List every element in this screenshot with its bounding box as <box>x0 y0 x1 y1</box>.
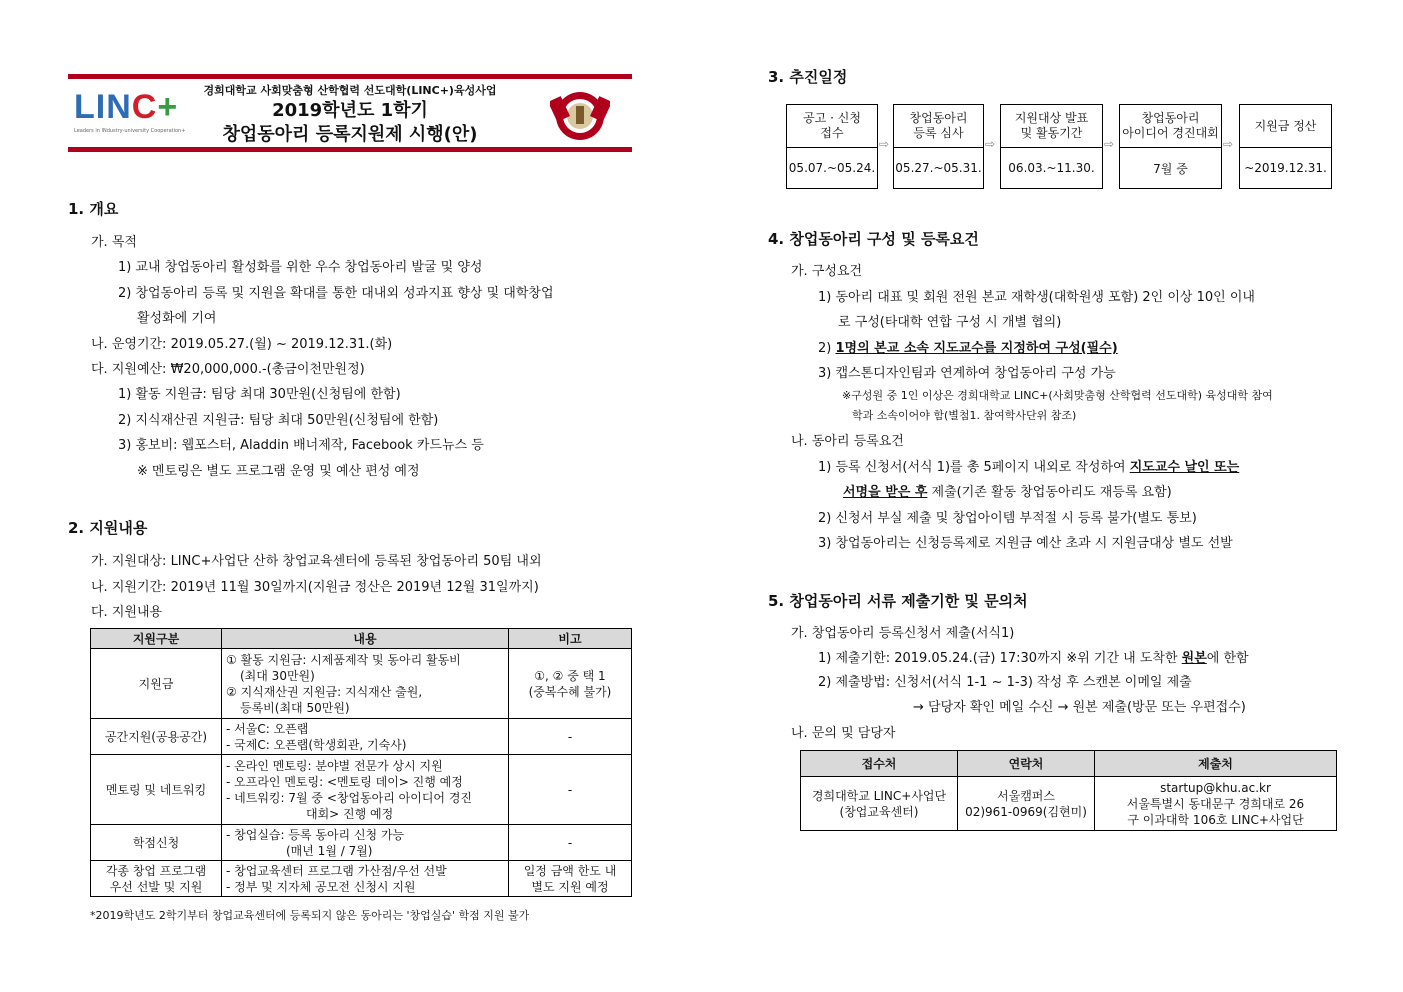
step-title: 지원금 정산 <box>1240 105 1331 148</box>
s5-contact: 나. 문의 및 담당자 <box>791 726 896 741</box>
table-cell: 학점신청 <box>91 825 222 861</box>
s5-submission: 가. 창업동아리 등록신청서 제출(서식1) <box>791 626 1015 641</box>
s4-registration: 나. 동아리 등록요건 <box>791 434 904 449</box>
cell-line: - 네트워킹: 7월 중 <창업동아리 아이디어 경진 <box>226 790 473 805</box>
step-date: 7월 중 <box>1153 161 1188 176</box>
section-2-heading: 2. 지원내용 <box>68 519 148 537</box>
step-title: 지원대상 발표 및 활동기간 <box>1001 105 1102 148</box>
table-cell: 지원금 <box>91 649 222 719</box>
s4-comp-2 <box>818 337 1118 356</box>
table-cell: - <box>509 755 632 825</box>
table-row <box>91 755 632 825</box>
header-banner <box>68 74 632 152</box>
step-title: 창업동아리 아이디어 경진대회 <box>1120 105 1221 148</box>
step-date: 06.03.~11.30. <box>1008 161 1095 175</box>
s5-deadline-emph: 원본 <box>1181 651 1207 666</box>
table-row <box>91 825 632 861</box>
s4-reg-1-text: 1) 등록 신청서(서식 1)를 총 5페이지 내외로 작성하여 <box>818 460 1130 475</box>
banner-project-name: 경희대학교 사회맞춤형 산학협력 선도대학(LINC+)육성사업 <box>203 84 497 97</box>
table-cell: - <box>509 825 632 861</box>
table-header: 비고 <box>509 629 632 649</box>
banner-bottom-bar <box>68 147 632 152</box>
section-1-heading: 1. 개요 <box>68 200 119 218</box>
table-cell: 공간지원(공용공간) <box>91 719 222 755</box>
step-title: 공고 · 신청 접수 <box>787 105 877 148</box>
table-cell: - <box>509 719 632 755</box>
section-4-heading: 4. 창업동아리 구성 및 등록요건 <box>768 230 979 248</box>
s5-method-cont: → 담당자 확인 메일 수신 → 원본 제출(방문 또는 우편접수) <box>913 700 1246 715</box>
table-cell: ①, ② 중 택 1 (중복수혜 불가) <box>509 649 632 719</box>
s1-purpose-2: 2) 창업동아리 등록 및 지원을 확대를 통한 대내외 성과지표 향상 및 대학창업 <box>118 286 554 301</box>
cell-line: (매년 1월 / 7월) <box>286 843 373 858</box>
schedule-step <box>1239 104 1332 189</box>
s5-deadline <box>818 647 1249 666</box>
table-header: 연락처 <box>958 751 1095 777</box>
table-cell: 서울캠퍼스 02)961-0969(김현미) <box>958 777 1095 831</box>
cell-line: - 창업실습: 등록 동아리 신청 가능 <box>226 827 405 842</box>
s1-purpose-1: 1) 교내 창업동아리 활성화를 위한 우수 창업동아리 발굴 및 양성 <box>118 260 483 275</box>
table-row <box>91 861 632 897</box>
table-cell: 멘토링 및 네트워킹 <box>91 755 222 825</box>
step-date: ~2019.12.31. <box>1244 161 1327 175</box>
schedule-step <box>1119 104 1222 189</box>
cell-line: ② 지식재산권 지원금: 지식재산 출원, <box>226 684 423 699</box>
table-cell <box>222 755 509 825</box>
s2-period: 나. 지원기간: 2019년 11월 30일까지(지원금 정산은 2019년 12월 31일까지) <box>91 580 539 595</box>
schedule-step <box>1000 104 1103 189</box>
cell-line: - 국제C: 오픈랩(학생회관, 기숙사) <box>226 737 407 752</box>
s2-footnote: *2019학년도 2학기부터 창업교육센터에 등록되지 않은 동아리는 '창업실습' 학점 지원 불가 <box>90 909 530 922</box>
linc-logo: LINC+ <box>74 88 179 126</box>
table-cell: 각종 창업 프로그램 우선 선발 및 지원 <box>91 861 222 897</box>
cell-line: - 정부 및 지자체 공모전 신청시 지원 <box>226 879 416 894</box>
step-date: 05.07.~05.24. <box>788 161 876 175</box>
s1-note: ※ 멘토링은 별도 프로그램 운영 및 예산 편성 예정 <box>137 464 420 479</box>
s4-comp-2-prefix: 2) <box>818 341 836 356</box>
table-header-row <box>801 751 1337 777</box>
table-row <box>91 649 632 719</box>
cell-line: (최대 30만원) <box>240 668 315 683</box>
cell-line: - 창업교육센터 프로그램 가산점/우선 선발 <box>226 863 447 878</box>
table-header: 내용 <box>222 629 509 649</box>
s1-budget: 다. 지원예산: ₩20,000,000.-(총금이천만원정) <box>91 362 365 377</box>
s1-budget-2: 2) 지식재산권 지원금: 팀당 최대 50만원(신청팀에 한함) <box>118 413 439 428</box>
table-row <box>91 719 632 755</box>
s1-purpose-2-cont: 활성화에 기여 <box>137 311 217 326</box>
s4-reg-1-cont <box>843 481 1172 500</box>
table-cell <box>222 649 509 719</box>
section-5-heading: 5. 창업동아리 서류 제출기한 및 문의처 <box>768 592 1028 610</box>
s4-comp-1: 1) 동아리 대표 및 회원 전원 본교 재학생(대학원생 포함) 2인 이상 10인 이내 <box>818 290 1255 305</box>
s4-composition: 가. 구성요건 <box>791 264 863 279</box>
table-cell <box>222 825 509 861</box>
arrow-icon: ⇨ <box>879 137 890 151</box>
arrow-icon: ⇨ <box>1223 137 1234 151</box>
s4-comp-1-cont: 로 구성(타대학 연합 구성 시 개별 협의) <box>838 315 1062 330</box>
contact-table <box>800 750 1337 831</box>
table-cell: startup@khu.ac.kr 서울특별시 동대문구 경희대로 26 구 이과대학 106호 LINC+사업단 <box>1095 777 1337 831</box>
cell-line: - 서울C: 오픈랩 <box>226 721 309 736</box>
s4-reg-1-text2: 제출(기존 활동 창업동아리도 재등록 요함) <box>927 485 1172 500</box>
s1-purpose: 가. 목적 <box>91 235 137 250</box>
s1-budget-1: 1) 활동 지원금: 팀당 최대 30만원(신청팀에 한함) <box>118 387 401 402</box>
table-header: 접수처 <box>801 751 958 777</box>
cell-line: 대회> 진행 예정 <box>306 806 394 821</box>
schedule-step <box>893 104 984 189</box>
s2-content-label: 다. 지원내용 <box>91 605 163 620</box>
table-header-row <box>91 629 632 649</box>
s4-comp-2-text: 1명의 본교 소속 지도교수를 지정하여 구성(필수) <box>835 341 1118 356</box>
section-3-heading: 3. 추진일정 <box>768 68 848 86</box>
step-date: 05.27.~05.31. <box>895 161 982 175</box>
university-seal-icon <box>550 84 610 144</box>
support-table <box>90 628 632 897</box>
s4-comp-note-cont: 학과 소속이어야 함(별첨1. 참여학사단위 참조) <box>852 409 1077 422</box>
banner-semester: 2019학년도 1학기 <box>272 100 428 121</box>
schedule-step <box>786 104 878 189</box>
s1-period: 나. 운영기간: 2019.05.27.(월) ~ 2019.12.31.(화) <box>91 337 393 352</box>
s5-deadline-text: 1) 제출기한: 2019.05.24.(금) 17:30까지 ※위 기간 내 도착한 <box>818 651 1182 666</box>
s4-reg-1-emph: 지도교수 날인 또는 <box>1129 460 1240 475</box>
logo-subtitle: Leaders in INdustry-university Cooperation+ <box>74 128 186 134</box>
banner-title: 창업동아리 등록지원제 시행(안) <box>222 124 478 145</box>
s5-method: 2) 제출방법: 신청서(서식 1-1 ~ 1-3) 작성 후 스캔본 이메일 제출 <box>818 675 1192 690</box>
s4-comp-3: 3) 캡스톤디자인팀과 연계하여 창업동아리 구성 가능 <box>818 366 1116 381</box>
step-title: 창업동아리 등록 심사 <box>894 105 983 148</box>
s4-reg-2: 2) 신청서 부실 제출 및 창업아이템 부적절 시 등록 불가(별도 통보) <box>818 511 1197 526</box>
cell-line: - 오프라인 멘토링: <멘토링 데이> 진행 예정 <box>226 774 463 789</box>
s5-deadline-post: 에 한함 <box>1206 651 1249 666</box>
cell-line: - 온라인 멘토링: 분야별 전문가 상시 지원 <box>226 758 443 773</box>
s1-budget-3: 3) 홍보비: 웹포스터, Aladdin 배너제작, Facebook 카드뉴스 등 <box>118 438 484 453</box>
table-cell <box>222 719 509 755</box>
s4-reg-1-emph2: 서명을 받은 후 <box>843 485 928 500</box>
table-row <box>801 777 1337 831</box>
table-header: 지원구분 <box>91 629 222 649</box>
cell-line: ① 활동 지원금: 시제품제작 및 동아리 활동비 <box>226 652 461 667</box>
table-header: 제출처 <box>1095 751 1337 777</box>
s4-reg-1 <box>818 456 1239 475</box>
s2-target: 가. 지원대상: LINC+사업단 산하 창업교육센터에 등록된 창업동아리 50팀 내외 <box>91 554 542 569</box>
table-cell: 일정 금액 한도 내 별도 지원 예정 <box>509 861 632 897</box>
s4-reg-3: 3) 창업동아리는 신청등록제로 지원금 예산 초과 시 지원금대상 별도 선발 <box>818 536 1233 551</box>
table-cell: 경희대학교 LINC+사업단 (창업교육센터) <box>801 777 958 831</box>
arrow-icon: ⇨ <box>1104 137 1115 151</box>
cell-line: 등록비(최대 50만원) <box>240 700 350 715</box>
arrow-icon: ⇨ <box>985 137 996 151</box>
banner-top-bar <box>68 74 632 79</box>
s4-comp-note: ※구성원 중 1인 이상은 경희대학교 LINC+(사회맞춤형 산학협력 선도대학) 육성대학 참여 <box>842 389 1273 402</box>
table-cell <box>222 861 509 897</box>
